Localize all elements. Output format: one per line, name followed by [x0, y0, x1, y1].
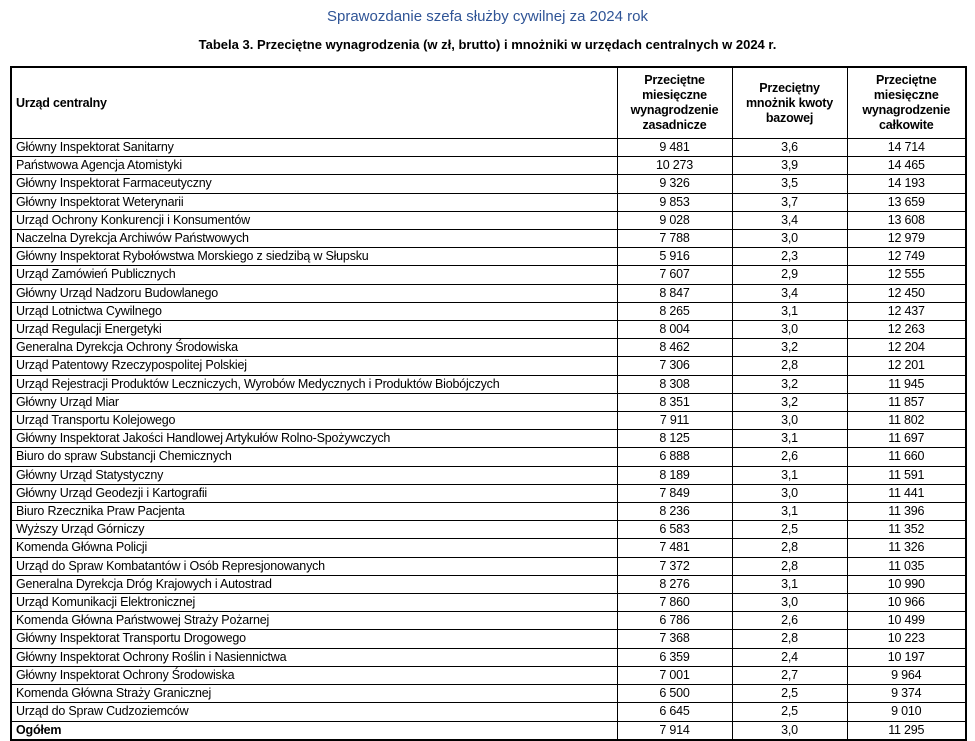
salary-table [10, 66, 967, 741]
multiplier-cell: 3,7 [732, 193, 847, 211]
base-salary-cell: 6 645 [617, 703, 732, 721]
table-row [11, 321, 966, 339]
table-row [11, 557, 966, 575]
base-salary-cell: 9 853 [617, 193, 732, 211]
total-salary-cell: 12 749 [847, 248, 966, 266]
multiplier-cell: 2,5 [732, 521, 847, 539]
total-salary-cell: 11 857 [847, 393, 966, 411]
table-row [11, 357, 966, 375]
total-total-salary-cell: 11 295 [847, 721, 966, 740]
office-name-cell: Główny Urząd Miar [11, 393, 617, 411]
table-row [11, 484, 966, 502]
table-row [11, 266, 966, 284]
multiplier-cell: 3,2 [732, 393, 847, 411]
table-row [11, 139, 966, 157]
table-row [11, 248, 966, 266]
base-salary-cell: 7 372 [617, 557, 732, 575]
total-salary-cell: 11 591 [847, 466, 966, 484]
table-row [11, 448, 966, 466]
base-salary-cell: 6 500 [617, 685, 732, 703]
base-salary-cell: 7 481 [617, 539, 732, 557]
total-salary-cell: 13 659 [847, 193, 966, 211]
multiplier-cell: 3,1 [732, 430, 847, 448]
column-header-total-salary: Przeciętne miesięczne wynagrodzenie całkowite [847, 67, 966, 139]
multiplier-cell: 3,2 [732, 375, 847, 393]
base-salary-cell: 8 004 [617, 321, 732, 339]
base-salary-cell: 7 607 [617, 266, 732, 284]
column-header-multiplier: Przeciętny mnożnik kwoty bazowej [732, 67, 847, 139]
multiplier-cell: 3,4 [732, 211, 847, 229]
column-header-office: Urząd centralny [11, 67, 617, 139]
total-salary-cell: 12 437 [847, 302, 966, 320]
table-row [11, 466, 966, 484]
multiplier-cell: 2,6 [732, 612, 847, 630]
multiplier-cell: 2,5 [732, 685, 847, 703]
office-name-cell: Urząd Patentowy Rzeczypospolitej Polskiej [11, 357, 617, 375]
base-salary-cell: 9 028 [617, 211, 732, 229]
office-name-cell: Urząd Komunikacji Elektronicznej [11, 594, 617, 612]
total-salary-cell: 11 660 [847, 448, 966, 466]
total-salary-cell: 10 223 [847, 630, 966, 648]
table-row [11, 612, 966, 630]
multiplier-cell: 3,0 [732, 484, 847, 502]
total-salary-cell: 11 697 [847, 430, 966, 448]
header-row [11, 67, 966, 139]
total-salary-cell: 12 450 [847, 284, 966, 302]
office-name-cell: Główny Urząd Statystyczny [11, 466, 617, 484]
multiplier-cell: 2,8 [732, 539, 847, 557]
table-row [11, 284, 966, 302]
multiplier-cell: 2,4 [732, 648, 847, 666]
office-name-cell: Główny Inspektorat Ochrony Środowiska [11, 666, 617, 684]
multiplier-cell: 3,9 [732, 157, 847, 175]
office-name-cell: Urząd do Spraw Cudzoziemców [11, 703, 617, 721]
office-name-cell: Generalna Dyrekcja Ochrony Środowiska [11, 339, 617, 357]
total-row-label: Ogółem [11, 721, 617, 740]
base-salary-cell: 8 236 [617, 503, 732, 521]
table-row [11, 193, 966, 211]
base-salary-cell: 5 916 [617, 248, 732, 266]
office-name-cell: Urząd Rejestracji Produktów Leczniczych, Wyrobów Medycznych i Produktów Biobójczych [11, 375, 617, 393]
total-salary-cell: 14 193 [847, 175, 966, 193]
total-salary-cell: 9 010 [847, 703, 966, 721]
base-salary-cell: 6 888 [617, 448, 732, 466]
table-body [11, 139, 966, 722]
office-name-cell: Urząd Regulacji Energetyki [11, 321, 617, 339]
table-row [11, 375, 966, 393]
base-salary-cell: 10 273 [617, 157, 732, 175]
base-salary-cell: 7 911 [617, 412, 732, 430]
office-name-cell: Urząd Ochrony Konkurencji i Konsumentów [11, 211, 617, 229]
office-name-cell: Naczelna Dyrekcja Archiwów Państwowych [11, 230, 617, 248]
table-row [11, 503, 966, 521]
office-name-cell: Główny Inspektorat Ochrony Roślin i Nasiennictwa [11, 648, 617, 666]
total-salary-cell: 12 263 [847, 321, 966, 339]
multiplier-cell: 3,6 [732, 139, 847, 157]
base-salary-cell: 8 125 [617, 430, 732, 448]
office-name-cell: Komenda Główna Państwowej Straży Pożarnej [11, 612, 617, 630]
total-salary-cell: 11 441 [847, 484, 966, 502]
table-row [11, 666, 966, 684]
total-salary-cell: 13 608 [847, 211, 966, 229]
office-name-cell: Główny Inspektorat Rybołówstwa Morskiego z siedzibą w Słupsku [11, 248, 617, 266]
office-name-cell: Urząd Zamówień Publicznych [11, 266, 617, 284]
base-salary-cell: 7 306 [617, 357, 732, 375]
multiplier-cell: 2,8 [732, 630, 847, 648]
multiplier-cell: 2,9 [732, 266, 847, 284]
office-name-cell: Główny Urząd Geodezji i Kartografii [11, 484, 617, 502]
multiplier-cell: 3,0 [732, 321, 847, 339]
total-row [11, 721, 966, 740]
report-title: Sprawozdanie szefa służby cywilnej za 2024 rok [327, 8, 648, 25]
office-name-cell: Główny Urząd Nadzoru Budowlanego [11, 284, 617, 302]
base-salary-cell: 8 462 [617, 339, 732, 357]
multiplier-cell: 2,8 [732, 357, 847, 375]
table-row [11, 230, 966, 248]
table-row [11, 339, 966, 357]
multiplier-cell: 3,1 [732, 503, 847, 521]
office-name-cell: Urząd do Spraw Kombatantów i Osób Represjonowanych [11, 557, 617, 575]
multiplier-cell: 3,1 [732, 302, 847, 320]
base-salary-cell: 7 788 [617, 230, 732, 248]
table-row [11, 521, 966, 539]
table-row [11, 157, 966, 175]
base-salary-cell: 7 860 [617, 594, 732, 612]
multiplier-cell: 3,0 [732, 412, 847, 430]
total-salary-cell: 12 201 [847, 357, 966, 375]
multiplier-cell: 2,6 [732, 448, 847, 466]
total-salary-cell: 10 499 [847, 612, 966, 630]
base-salary-cell: 7 849 [617, 484, 732, 502]
total-salary-cell: 11 802 [847, 412, 966, 430]
base-salary-cell: 6 359 [617, 648, 732, 666]
table-row [11, 630, 966, 648]
office-name-cell: Urząd Transportu Kolejowego [11, 412, 617, 430]
office-name-cell: Biuro do spraw Substancji Chemicznych [11, 448, 617, 466]
office-name-cell: Komenda Główna Policji [11, 539, 617, 557]
table-row [11, 412, 966, 430]
total-salary-cell: 11 326 [847, 539, 966, 557]
multiplier-cell: 3,0 [732, 594, 847, 612]
total-salary-cell: 9 964 [847, 666, 966, 684]
total-salary-cell: 12 979 [847, 230, 966, 248]
multiplier-cell: 2,3 [732, 248, 847, 266]
total-salary-cell: 9 374 [847, 685, 966, 703]
total-salary-cell: 11 945 [847, 375, 966, 393]
base-salary-cell: 6 583 [617, 521, 732, 539]
multiplier-cell: 2,8 [732, 557, 847, 575]
column-header-base-salary: Przeciętne miesięczne wynagrodzenie zasadnicze [617, 67, 732, 139]
total-salary-cell: 10 197 [847, 648, 966, 666]
total-base-salary-cell: 7 914 [617, 721, 732, 740]
total-salary-cell: 14 465 [847, 157, 966, 175]
base-salary-cell: 8 847 [617, 284, 732, 302]
office-name-cell: Urząd Lotnictwa Cywilnego [11, 302, 617, 320]
table-row [11, 703, 966, 721]
total-salary-cell: 10 990 [847, 575, 966, 593]
total-salary-cell: 14 714 [847, 139, 966, 157]
base-salary-cell: 6 786 [617, 612, 732, 630]
table-row [11, 393, 966, 411]
base-salary-cell: 8 276 [617, 575, 732, 593]
table-row [11, 211, 966, 229]
base-salary-cell: 8 189 [617, 466, 732, 484]
multiplier-cell: 3,2 [732, 339, 847, 357]
office-name-cell: Główny Inspektorat Sanitarny [11, 139, 617, 157]
table-row [11, 575, 966, 593]
office-name-cell: Komenda Główna Straży Granicznej [11, 685, 617, 703]
multiplier-cell: 2,5 [732, 703, 847, 721]
table-caption: Tabela 3. Przeciętne wynagrodzenia (w zł, brutto) i mnożniki w urzędach centralnych w 2024 r. [198, 37, 777, 52]
office-name-cell: Biuro Rzecznika Praw Pacjenta [11, 503, 617, 521]
base-salary-cell: 9 481 [617, 139, 732, 157]
multiplier-cell: 3,0 [732, 230, 847, 248]
base-salary-cell: 8 308 [617, 375, 732, 393]
office-name-cell: Państwowa Agencja Atomistyki [11, 157, 617, 175]
multiplier-cell: 3,1 [732, 466, 847, 484]
base-salary-cell: 7 001 [617, 666, 732, 684]
total-salary-cell: 12 204 [847, 339, 966, 357]
office-name-cell: Główny Inspektorat Jakości Handlowej Artykułów Rolno-Spożywczych [11, 430, 617, 448]
multiplier-cell: 2,7 [732, 666, 847, 684]
total-salary-cell: 11 035 [847, 557, 966, 575]
base-salary-cell: 8 351 [617, 393, 732, 411]
total-salary-cell: 10 966 [847, 594, 966, 612]
table-row [11, 175, 966, 193]
office-name-cell: Wyższy Urząd Górniczy [11, 521, 617, 539]
office-name-cell: Główny Inspektorat Weterynarii [11, 193, 617, 211]
base-salary-cell: 8 265 [617, 302, 732, 320]
office-name-cell: Generalna Dyrekcja Dróg Krajowych i Autostrad [11, 575, 617, 593]
total-salary-cell: 12 555 [847, 266, 966, 284]
table-footer [11, 721, 966, 740]
multiplier-cell: 3,4 [732, 284, 847, 302]
table-header [11, 67, 966, 139]
table-row [11, 539, 966, 557]
total-salary-cell: 11 352 [847, 521, 966, 539]
office-name-cell: Główny Inspektorat Farmaceutyczny [11, 175, 617, 193]
total-salary-cell: 11 396 [847, 503, 966, 521]
multiplier-cell: 3,1 [732, 575, 847, 593]
table-row [11, 302, 966, 320]
table-row [11, 594, 966, 612]
base-salary-cell: 7 368 [617, 630, 732, 648]
multiplier-cell: 3,5 [732, 175, 847, 193]
table-row [11, 685, 966, 703]
base-salary-cell: 9 326 [617, 175, 732, 193]
office-name-cell: Główny Inspektorat Transportu Drogowego [11, 630, 617, 648]
table-row [11, 648, 966, 666]
table-row [11, 430, 966, 448]
total-multiplier-cell: 3,0 [732, 721, 847, 740]
